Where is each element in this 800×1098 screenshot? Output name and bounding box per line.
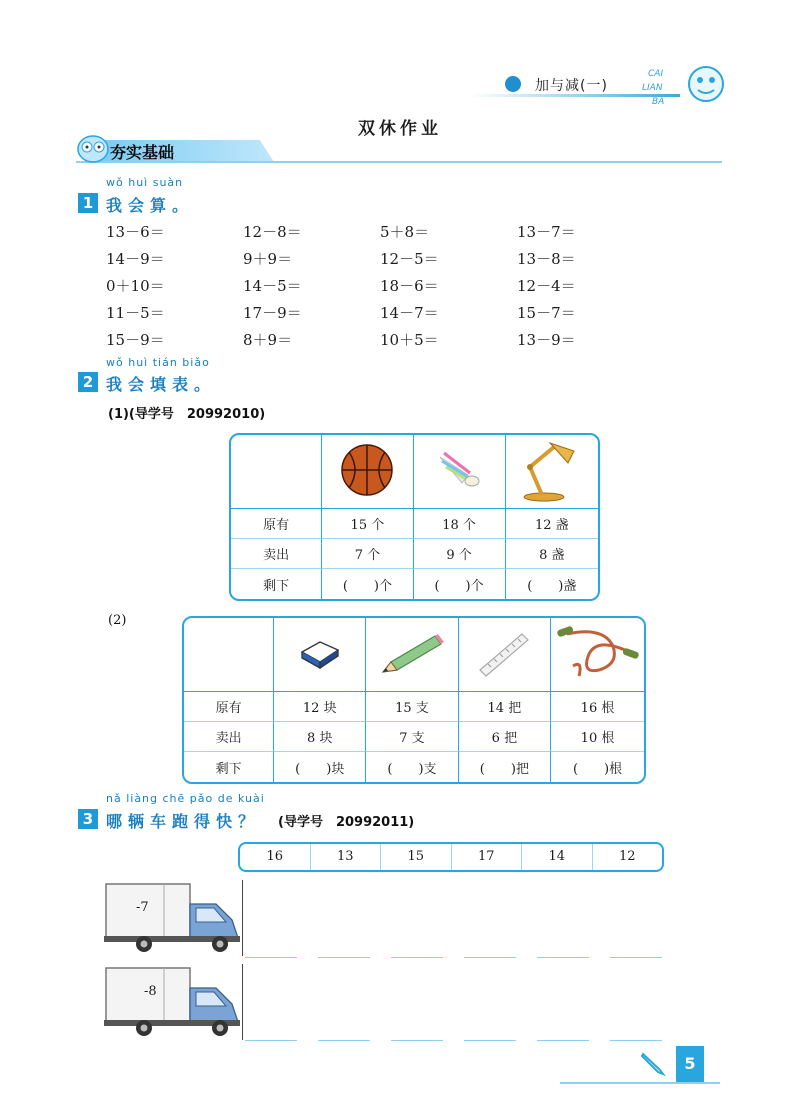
answer-line[interactable] [391,1040,443,1041]
equation[interactable]: 10＋5＝ [380,331,439,349]
table-cell: 15 个 [322,509,413,539]
section-label: 加与减(一) [535,78,608,94]
q2-pinyin: wǒ huì tián biǎo [106,356,210,369]
answer-cell[interactable]: ( )根 [572,761,623,777]
number-cell: 12 [618,849,636,864]
q2-table-1 [229,433,600,601]
truck-2 [104,964,244,1038]
desk-lamp-icon [506,435,598,509]
logo [640,58,730,118]
table-cell: 6 把 [459,722,551,752]
q1-number: 1 [78,193,98,213]
q3-title: 哪辆车跑得快？ [106,812,261,831]
row-label: 卖出 [231,539,322,569]
section-bullet-icon [505,76,521,92]
equation[interactable]: 5＋8＝ [380,223,430,241]
q2-part1-ref: (1)(导学号 20992010) [108,407,266,422]
answer-line[interactable] [537,1040,589,1041]
section-banner [76,138,722,164]
truck-icon [104,880,244,954]
truck-operation: -7 [136,900,149,915]
q1-title: 我会算。 [106,196,195,215]
equation[interactable]: 12－4＝ [517,277,576,295]
answer-line[interactable] [318,1040,370,1041]
table-cell: 7 个 [322,539,413,569]
number-cell: 17 [452,844,523,870]
answer-line[interactable] [610,957,662,958]
row-label: 原有 [231,509,322,539]
answer-cell[interactable]: ( )盏 [527,578,577,594]
equation[interactable]: 14－7＝ [380,304,439,322]
table-cell: 10 根 [551,722,644,752]
row-label: 卖出 [184,722,274,752]
table-cell: 15 支 [366,692,459,722]
table-cell: 14 把 [459,692,551,722]
pencil-icon [366,618,459,692]
q3-pinyin: nǎ liàng chē pǎo de kuài [106,792,265,805]
truck-1 [104,880,244,954]
table-cell: 9 个 [414,539,506,569]
eraser-icon [274,618,366,692]
equation[interactable]: 14－5＝ [243,277,302,295]
answer-line[interactable] [245,957,297,958]
number-cell: 15 [381,844,452,870]
shuttlecock-icon [414,435,506,509]
equation[interactable]: 13－8＝ [517,250,576,268]
banner-label: 夯实基础 [110,143,175,162]
equation[interactable]: 11－5＝ [106,304,165,322]
pencil-icon [640,1050,666,1076]
page-title: 双休作业 [358,119,442,139]
basketball-icon [322,435,413,509]
table-cell: 7 支 [366,722,459,752]
row-label: 剩下 [231,569,322,599]
equation[interactable]: 8＋9＝ [243,331,293,349]
q1-pinyin: wǒ huì suàn [106,176,184,189]
table-cell: 8 块 [274,722,366,752]
equation[interactable]: 17－9＝ [243,304,302,322]
table-cell: 12 块 [274,692,366,722]
equation[interactable]: 12－5＝ [380,250,439,268]
equation[interactable]: 0＋10＝ [106,277,165,295]
q3-ref: (导学号 20992011) [278,815,415,830]
answer-cell[interactable]: ( )个 [322,569,413,599]
equation[interactable]: 14－9＝ [106,250,165,268]
answer-line[interactable] [318,957,370,958]
answer-cell[interactable]: ( )块 [274,752,366,782]
q2-part2-ref: (2) [108,613,127,628]
equation[interactable]: 13－7＝ [517,223,576,241]
number-cell: 16 [240,844,311,870]
q2-table-2 [182,616,646,784]
equation[interactable]: 13－9＝ [517,331,576,349]
answer-line[interactable] [610,1040,662,1041]
kids-mascot-icon [76,132,110,164]
number-cell: 14 [522,844,593,870]
q2-title: 我会填表。 [106,375,217,394]
footer-line [560,1082,720,1084]
answer-line[interactable] [537,957,589,958]
answer-cell[interactable]: ( )个 [414,569,506,599]
page-number: 5 [676,1046,704,1082]
table-cell: 8 盏 [506,539,598,569]
q3-number: 3 [78,809,98,829]
empty-corner-cell [231,435,322,509]
row-label: 剩下 [184,752,274,782]
answer-line[interactable] [464,1040,516,1041]
equation[interactable]: 12－8＝ [243,223,302,241]
ruler-icon [459,618,551,692]
start-line [242,964,243,1040]
answer-line[interactable] [245,1040,297,1041]
equation[interactable]: 13－6＝ [106,223,165,241]
equation[interactable]: 9＋9＝ [243,250,293,268]
table-cell: 12 盏 [506,509,598,539]
svg-text:BA: BA [652,97,665,107]
number-strip [238,842,664,872]
row-label: 原有 [184,692,274,722]
truck-icon [104,964,244,1038]
start-line [242,880,243,956]
truck-operation: -8 [144,984,157,999]
svg-text:LIAN: LIAN [642,83,663,93]
empty-corner-cell [184,618,274,692]
table-cell: 16 根 [551,692,644,722]
equation[interactable]: 18－6＝ [380,277,439,295]
answer-cell[interactable]: ( )把 [459,752,551,782]
jump-rope-icon [551,618,644,692]
number-cell: 13 [311,844,382,870]
equation[interactable]: 15－9＝ [106,331,165,349]
answer-line[interactable] [391,957,443,958]
q2-number: 2 [78,372,98,392]
answer-cell[interactable]: ( )支 [366,752,459,782]
table-cell: 18 个 [414,509,506,539]
svg-text:CAI: CAI [648,69,664,79]
equation[interactable]: 15－7＝ [517,304,576,322]
answer-line[interactable] [464,957,516,958]
